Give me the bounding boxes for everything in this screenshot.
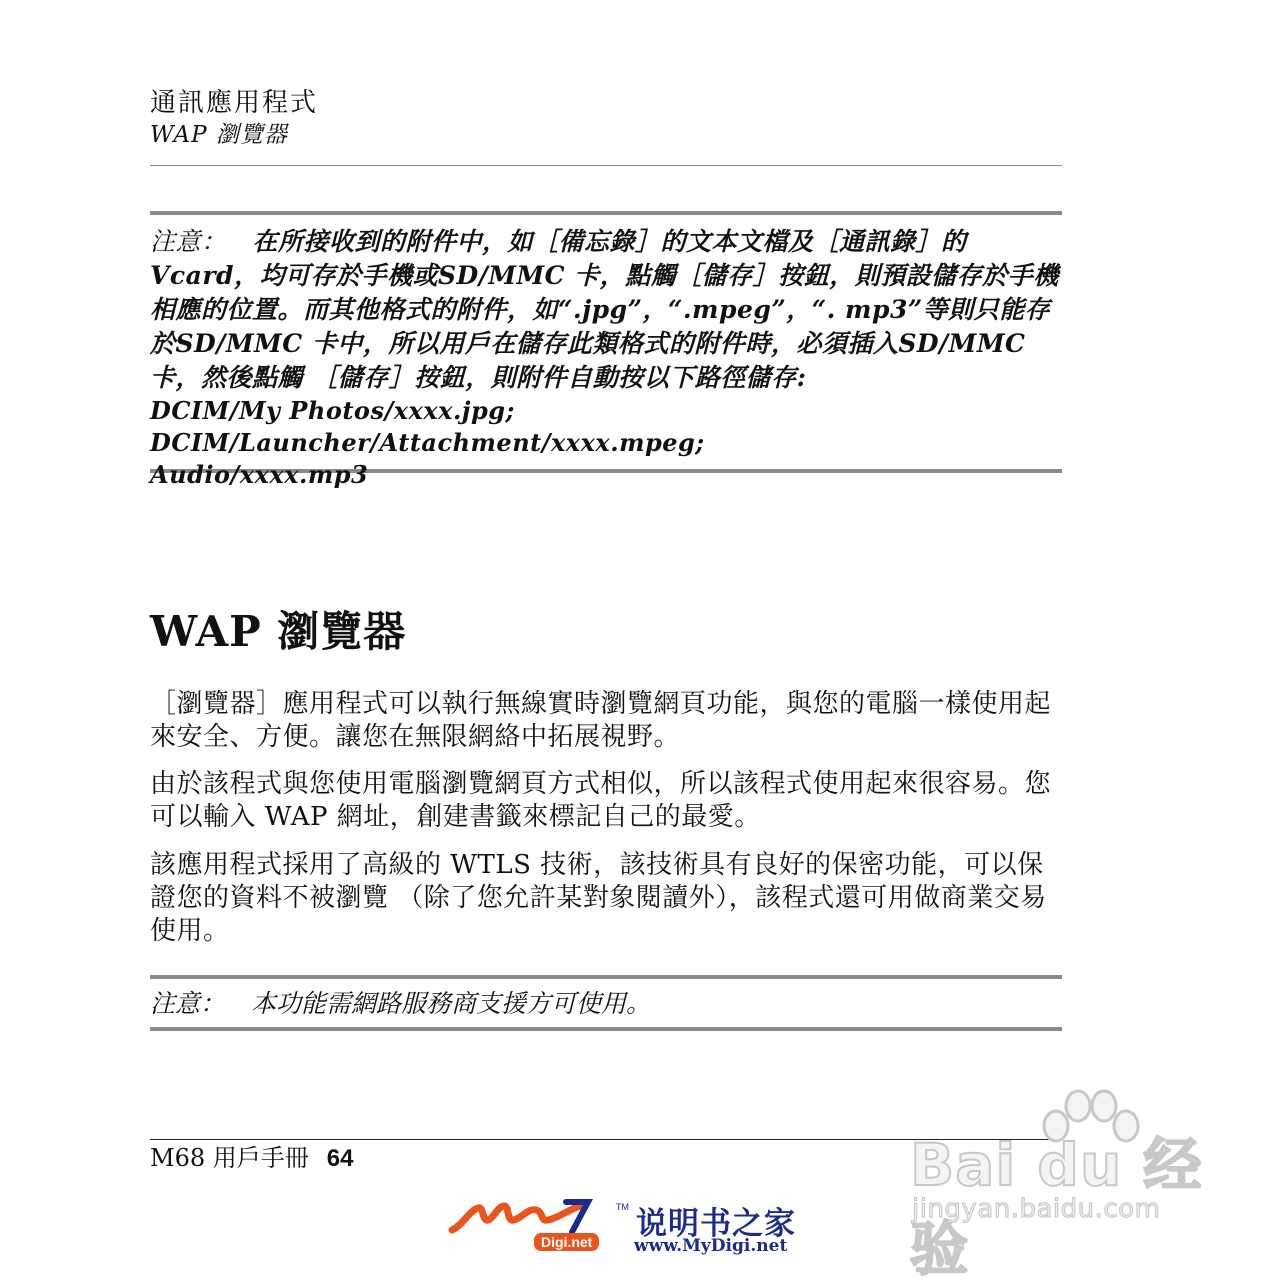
note-attachments-body: 在所接收到的附件中，如［備忘錄］的文本文檔及［通訊錄］的Vcard，均可存於手機或SD/MMC 卡，點觸［儲存］按鈕，則預設儲存於手機相應的位置。而其他格式的附件，如“.jpg”，“.mpeg”，“. mp3”等則只能存於SD/MMC 卡中，所以用戶在儲存此類格式的附件時，必須插入SD/MMC 卡，然後點觸 ［儲存］按鈕，則附件自動按以下路徑儲存: bbox=[150, 227, 1059, 392]
note-service-text bbox=[150, 985, 1062, 1023]
footer-page-number: 64 bbox=[326, 1145, 354, 1172]
section-heading: WAP 瀏覽器 bbox=[150, 607, 407, 656]
running-header-section: 通訊應用程式 bbox=[150, 88, 319, 118]
baidu-logo-text: Bai du 经验 bbox=[910, 1131, 1203, 1283]
paragraph-text: 由於該程式與您使用電腦瀏覽網頁方式相似，所以該程式使用起來很容易。您可以輸入 WAP 網址，創建書籤來標記自己的最愛。 bbox=[150, 769, 1052, 832]
paragraph-text: 該應用程式採用了高級的 WTLS 技術，該技術具有良好的保密功能，可以保證您的資料不被瀏覽 （除了您允許某對象閱讀外），該程式還可用做商業交易使用。 bbox=[150, 850, 1047, 946]
note-service-body: 本功能需網路服務商支援方可使用。 bbox=[251, 989, 652, 1018]
note-attachments-text bbox=[150, 225, 1062, 491]
path-audio: Audio/xxxx.mp3 bbox=[150, 460, 369, 489]
note-box-service bbox=[150, 975, 1062, 1031]
page-footer bbox=[150, 1141, 353, 1176]
mydigi-site-name: 说明书之家 bbox=[636, 1206, 796, 1242]
baidu-url: jingyan.baidu.com bbox=[912, 1194, 1161, 1224]
header-divider bbox=[150, 165, 1062, 166]
mydigi-badge: Digi.net bbox=[534, 1233, 599, 1251]
mydigi-logo-icon bbox=[448, 1196, 623, 1238]
path-photos: DCIM/My Photos/xxxx.jpg; bbox=[150, 396, 515, 425]
baidu-watermark bbox=[910, 1090, 1210, 1283]
note-label: 注意： bbox=[150, 989, 226, 1018]
body-paragraph-1 bbox=[150, 688, 1062, 754]
running-header bbox=[150, 86, 1062, 150]
paragraph-text: ［瀏覽器］應用程式可以執行無線實時瀏覽網頁功能，與您的電腦一樣使用起來安全、方便。讓您在無限網絡中拓展視野。 bbox=[150, 689, 1052, 752]
body-paragraph-3 bbox=[150, 849, 1062, 948]
note-box-attachments bbox=[150, 211, 1062, 489]
mydigi-watermark: My TM Digi.net 说明书之家 www.MyDigi.net bbox=[448, 1196, 838, 1266]
path-attachment: DCIM/Launcher/Attachment/xxxx.mpeg; bbox=[150, 428, 705, 457]
footer-manual-title: M68 用戶手冊 bbox=[150, 1144, 309, 1172]
mydigi-url: www.MyDigi.net bbox=[634, 1236, 788, 1256]
mydigi-logo-text: My bbox=[518, 1218, 520, 1219]
note-label: 注意： bbox=[150, 227, 227, 256]
body-paragraph-2 bbox=[150, 768, 1062, 834]
note-paths-line bbox=[150, 395, 1062, 459]
running-header-subsection: WAP 瀏覽器 bbox=[150, 122, 288, 148]
